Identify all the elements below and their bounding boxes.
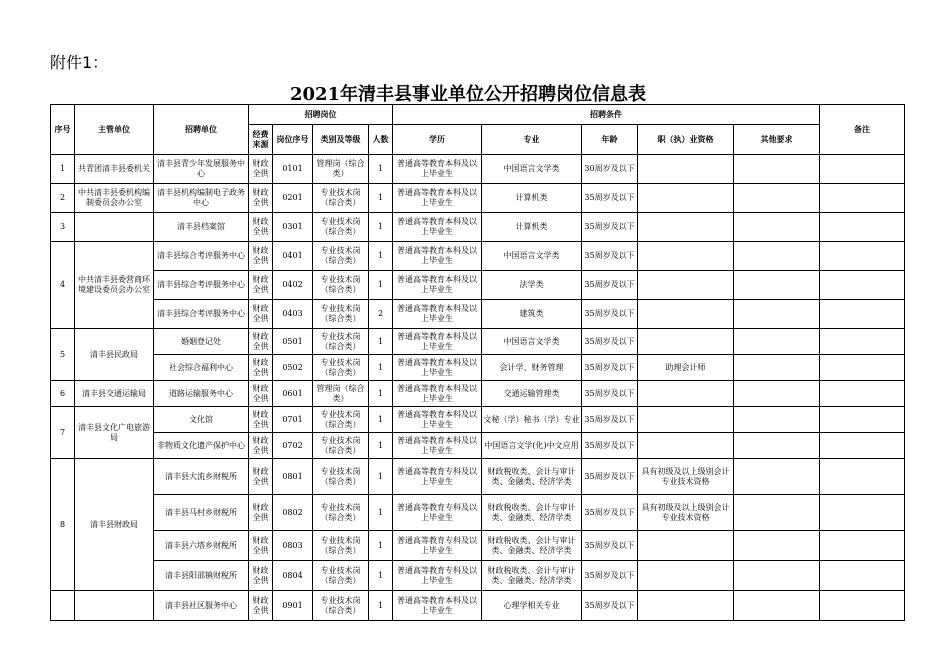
cell-count: 1 bbox=[369, 271, 393, 300]
cell-fund: 财政全供 bbox=[249, 561, 273, 591]
cell-note bbox=[820, 591, 905, 621]
cell-other bbox=[734, 381, 820, 407]
cell-unit: 非物质文化遗产保护中心 bbox=[154, 433, 249, 459]
cell-edu: 普通高等教育本科及以上毕业生 bbox=[393, 407, 482, 433]
cell-note bbox=[820, 381, 905, 407]
table-row bbox=[51, 355, 905, 381]
cell-dept: 中共清丰县委营商环境建设委员会办公室 bbox=[75, 242, 154, 329]
cell-seq bbox=[51, 591, 75, 621]
cell-cert bbox=[638, 407, 734, 433]
cell-post-no: 0101 bbox=[273, 155, 313, 184]
header-group-conditions: 招聘条件 bbox=[393, 105, 820, 125]
cell-age: 35周岁及以下 bbox=[582, 329, 638, 355]
cell-note bbox=[820, 531, 905, 561]
cell-seq: 6 bbox=[51, 381, 75, 407]
cell-age: 35周岁及以下 bbox=[582, 407, 638, 433]
cell-category: 管理岗（综合类） bbox=[313, 155, 369, 184]
cell-major: 建筑类 bbox=[482, 300, 582, 329]
header-category: 类别及等级 bbox=[313, 125, 369, 155]
cell-seq: 1 bbox=[51, 155, 75, 184]
cell-count: 1 bbox=[369, 381, 393, 407]
cell-unit: 清丰县阳邵镇财税所 bbox=[154, 561, 249, 591]
cell-count: 1 bbox=[369, 591, 393, 621]
cell-cert bbox=[638, 155, 734, 184]
page-bottom-margin bbox=[0, 632, 936, 662]
cell-post-no: 0401 bbox=[273, 242, 313, 271]
cell-fund: 财政全供 bbox=[249, 495, 273, 531]
table-row bbox=[51, 155, 905, 184]
cell-category: 专业技术岗（综合类） bbox=[313, 300, 369, 329]
cell-edu: 普通高等教育本科及以上毕业生 bbox=[393, 242, 482, 271]
cell-note bbox=[820, 155, 905, 184]
cell-fund: 财政全供 bbox=[249, 459, 273, 495]
table-row bbox=[51, 433, 905, 459]
header-count: 人数 bbox=[369, 125, 393, 155]
cell-category: 专业技术岗（综合类） bbox=[313, 591, 369, 621]
header-cert: 职（执）业资格 bbox=[638, 125, 734, 155]
cell-other bbox=[734, 184, 820, 213]
cell-post-no: 0803 bbox=[273, 531, 313, 561]
cell-cert: 具有初级及以上级别会计专业技术资格 bbox=[638, 495, 734, 531]
cell-edu: 普通高等教育专科及以上毕业生 bbox=[393, 531, 482, 561]
cell-post-no: 0502 bbox=[273, 355, 313, 381]
cell-count: 1 bbox=[369, 495, 393, 531]
cell-fund: 财政全供 bbox=[249, 329, 273, 355]
cell-major: 财政税收类、会计与审计类、金融类、经济学类 bbox=[482, 561, 582, 591]
cell-age: 35周岁及以下 bbox=[582, 381, 638, 407]
header-dept: 主管单位 bbox=[75, 105, 154, 155]
cell-unit: 清丰县综合考评服务中心 bbox=[154, 242, 249, 271]
cell-post-no: 0403 bbox=[273, 300, 313, 329]
recruitment-table bbox=[50, 104, 905, 621]
cell-cert: 具有初级及以上级别会计专业技术资格 bbox=[638, 459, 734, 495]
table-row bbox=[51, 184, 905, 213]
cell-dept bbox=[75, 213, 154, 242]
cell-post-no: 0804 bbox=[273, 561, 313, 591]
cell-category: 专业技术岗（综合类） bbox=[313, 242, 369, 271]
page-title: 2021年清丰县事业单位公开招聘岗位信息表 bbox=[289, 84, 647, 105]
cell-edu: 普通高等教育本科及以上毕业生 bbox=[393, 213, 482, 242]
cell-age: 35周岁及以下 bbox=[582, 591, 638, 621]
cell-edu: 普通高等教育专科及以上毕业生 bbox=[393, 561, 482, 591]
cell-edu: 普通高等教育专科及以上毕业生 bbox=[393, 495, 482, 531]
cell-unit: 清丰县六塔乡财税所 bbox=[154, 531, 249, 561]
cell-count: 1 bbox=[369, 329, 393, 355]
cell-age: 35周岁及以下 bbox=[582, 355, 638, 381]
cell-age: 35周岁及以下 bbox=[582, 561, 638, 591]
cell-major: 文秘（学）秘书（学）专业 bbox=[482, 407, 582, 433]
cell-fund: 财政全供 bbox=[249, 184, 273, 213]
table-row bbox=[51, 381, 905, 407]
cell-other bbox=[734, 433, 820, 459]
cell-edu: 普通高等教育本科及以上毕业生 bbox=[393, 381, 482, 407]
cell-category: 专业技术岗（综合类） bbox=[313, 531, 369, 561]
table-row bbox=[51, 242, 905, 271]
cell-note bbox=[820, 271, 905, 300]
header-group-post: 招聘岗位 bbox=[249, 105, 393, 125]
cell-note bbox=[820, 300, 905, 329]
cell-unit: 清丰县综合考评服务中心 bbox=[154, 271, 249, 300]
cell-post-no: 0701 bbox=[273, 407, 313, 433]
cell-fund: 财政全供 bbox=[249, 407, 273, 433]
cell-dept: 清丰县财政局 bbox=[75, 459, 154, 591]
header-seq: 序号 bbox=[51, 105, 75, 155]
cell-major: 中国语言文学类 bbox=[482, 155, 582, 184]
cell-count: 1 bbox=[369, 155, 393, 184]
cell-note bbox=[820, 242, 905, 271]
cell-unit: 文化馆 bbox=[154, 407, 249, 433]
cell-cert bbox=[638, 300, 734, 329]
table-row bbox=[51, 213, 905, 242]
cell-count: 1 bbox=[369, 242, 393, 271]
cell-major: 中国语言文学类 bbox=[482, 242, 582, 271]
header-unit: 招聘单位 bbox=[154, 105, 249, 155]
cell-fund: 财政全供 bbox=[249, 271, 273, 300]
cell-cert bbox=[638, 242, 734, 271]
cell-note bbox=[820, 184, 905, 213]
cell-major: 交通运输管理类 bbox=[482, 381, 582, 407]
cell-count: 1 bbox=[369, 459, 393, 495]
cell-post-no: 0601 bbox=[273, 381, 313, 407]
cell-major: 会计学、财务管理 bbox=[482, 355, 582, 381]
cell-seq: 2 bbox=[51, 184, 75, 213]
header-fund: 经费来源 bbox=[249, 125, 273, 155]
cell-age: 35周岁及以下 bbox=[582, 433, 638, 459]
cell-cert bbox=[638, 184, 734, 213]
cell-post-no: 0801 bbox=[273, 459, 313, 495]
cell-age: 35周岁及以下 bbox=[582, 271, 638, 300]
attachment-label: 附件1： bbox=[50, 53, 109, 72]
cell-note bbox=[820, 495, 905, 531]
cell-edu: 普通高等教育本科及以上毕业生 bbox=[393, 329, 482, 355]
cell-count: 2 bbox=[369, 300, 393, 329]
cell-post-no: 0301 bbox=[273, 213, 313, 242]
cell-count: 1 bbox=[369, 184, 393, 213]
cell-age: 35周岁及以下 bbox=[582, 459, 638, 495]
cell-major: 财政税收类、会计与审计类、金融类、经济学类 bbox=[482, 495, 582, 531]
cell-fund: 财政全供 bbox=[249, 213, 273, 242]
cell-other bbox=[734, 591, 820, 621]
cell-other bbox=[734, 531, 820, 561]
cell-edu: 普通高等教育本科及以上毕业生 bbox=[393, 184, 482, 213]
cell-cert bbox=[638, 213, 734, 242]
cell-edu: 普通高等教育本科及以上毕业生 bbox=[393, 433, 482, 459]
cell-dept: 清丰县交通运输局 bbox=[75, 381, 154, 407]
cell-unit: 社会综合福利中心 bbox=[154, 355, 249, 381]
cell-seq: 4 bbox=[51, 242, 75, 329]
cell-other bbox=[734, 300, 820, 329]
cell-dept: 中共清丰县委机构编制委员会办公室 bbox=[75, 184, 154, 213]
cell-edu: 普通高等教育本科及以上毕业生 bbox=[393, 591, 482, 621]
cell-fund: 财政全供 bbox=[249, 381, 273, 407]
cell-cert bbox=[638, 591, 734, 621]
cell-age: 35周岁及以下 bbox=[582, 242, 638, 271]
cell-other bbox=[734, 155, 820, 184]
cell-fund: 财政全供 bbox=[249, 531, 273, 561]
cell-cert bbox=[638, 561, 734, 591]
cell-cert bbox=[638, 271, 734, 300]
cell-age: 35周岁及以下 bbox=[582, 495, 638, 531]
cell-other bbox=[734, 213, 820, 242]
cell-count: 1 bbox=[369, 407, 393, 433]
cell-cert bbox=[638, 433, 734, 459]
cell-post-no: 0802 bbox=[273, 495, 313, 531]
cell-fund: 财政全供 bbox=[249, 355, 273, 381]
cell-unit: 清丰县综合考评服务中心 bbox=[154, 300, 249, 329]
cell-post-no: 0702 bbox=[273, 433, 313, 459]
cell-fund: 财政全供 bbox=[249, 300, 273, 329]
table-row bbox=[51, 329, 905, 355]
cell-cert bbox=[638, 381, 734, 407]
cell-unit: 清丰县大流乡财税所 bbox=[154, 459, 249, 495]
cell-category: 专业技术岗（综合类） bbox=[313, 213, 369, 242]
cell-category: 专业技术岗（综合类） bbox=[313, 561, 369, 591]
cell-category: 专业技术岗（综合类） bbox=[313, 433, 369, 459]
cell-seq: 5 bbox=[51, 329, 75, 381]
cell-cert bbox=[638, 329, 734, 355]
cell-fund: 财政全供 bbox=[249, 155, 273, 184]
cell-unit: 清丰县机构编制电子政务中心 bbox=[154, 184, 249, 213]
table-row bbox=[51, 561, 905, 591]
cell-cert: 助理会计师 bbox=[638, 355, 734, 381]
cell-age: 35周岁及以下 bbox=[582, 184, 638, 213]
cell-major: 计算机类 bbox=[482, 213, 582, 242]
table-row bbox=[51, 495, 905, 531]
cell-fund: 财政全供 bbox=[249, 242, 273, 271]
cell-major: 计算机类 bbox=[482, 184, 582, 213]
cell-age: 35周岁及以下 bbox=[582, 213, 638, 242]
cell-other bbox=[734, 495, 820, 531]
cell-note bbox=[820, 355, 905, 381]
cell-other bbox=[734, 561, 820, 591]
cell-count: 1 bbox=[369, 355, 393, 381]
cell-seq: 3 bbox=[51, 213, 75, 242]
cell-major: 中国语言文学类 bbox=[482, 329, 582, 355]
cell-category: 管理岗（综合类） bbox=[313, 381, 369, 407]
table-row bbox=[51, 591, 905, 621]
header-post-no: 岗位序号 bbox=[273, 125, 313, 155]
cell-major: 法学类 bbox=[482, 271, 582, 300]
cell-age: 30周岁及以下 bbox=[582, 155, 638, 184]
cell-note bbox=[820, 433, 905, 459]
cell-note bbox=[820, 407, 905, 433]
cell-dept bbox=[75, 591, 154, 621]
cell-dept: 清丰县文化广电旅游局 bbox=[75, 407, 154, 459]
cell-dept: 清丰县民政局 bbox=[75, 329, 154, 381]
cell-other bbox=[734, 242, 820, 271]
cell-post-no: 0901 bbox=[273, 591, 313, 621]
cell-other bbox=[734, 355, 820, 381]
cell-post-no: 0402 bbox=[273, 271, 313, 300]
cell-major: 财政税收类、会计与审计类、金融类、经济学类 bbox=[482, 531, 582, 561]
cell-edu: 普通高等教育本科及以上毕业生 bbox=[393, 355, 482, 381]
header-other: 其他要求 bbox=[734, 125, 820, 155]
header-age: 年龄 bbox=[582, 125, 638, 155]
cell-category: 专业技术岗（综合类） bbox=[313, 355, 369, 381]
cell-age: 35周岁及以下 bbox=[582, 300, 638, 329]
cell-seq: 8 bbox=[51, 459, 75, 591]
header-note: 备注 bbox=[820, 105, 905, 155]
cell-category: 专业技术岗（综合类） bbox=[313, 495, 369, 531]
cell-edu: 普通高等教育本科及以上毕业生 bbox=[393, 300, 482, 329]
cell-fund: 财政全供 bbox=[249, 591, 273, 621]
table-row bbox=[51, 271, 905, 300]
cell-age: 35周岁及以下 bbox=[582, 531, 638, 561]
cell-other bbox=[734, 271, 820, 300]
header-edu: 学历 bbox=[393, 125, 482, 155]
cell-edu: 普通高等教育本科及以上毕业生 bbox=[393, 155, 482, 184]
cell-edu: 普通高等教育本科及以上毕业生 bbox=[393, 271, 482, 300]
cell-category: 专业技术岗（综合类） bbox=[313, 407, 369, 433]
cell-note bbox=[820, 561, 905, 591]
cell-category: 专业技术岗（综合类） bbox=[313, 271, 369, 300]
cell-count: 1 bbox=[369, 433, 393, 459]
cell-unit: 清丰县马村乡财税所 bbox=[154, 495, 249, 531]
cell-other bbox=[734, 407, 820, 433]
cell-other bbox=[734, 329, 820, 355]
cell-unit: 清丰县社区服务中心 bbox=[154, 591, 249, 621]
cell-unit: 清丰县青少年发展服务中心 bbox=[154, 155, 249, 184]
cell-other bbox=[734, 459, 820, 495]
table-row bbox=[51, 459, 905, 495]
cell-fund: 财政全供 bbox=[249, 433, 273, 459]
cell-count: 1 bbox=[369, 213, 393, 242]
cell-category: 专业技术岗（综合类） bbox=[313, 459, 369, 495]
cell-post-no: 0501 bbox=[273, 329, 313, 355]
cell-unit: 婚姻登记处 bbox=[154, 329, 249, 355]
table-row bbox=[51, 407, 905, 433]
table-row bbox=[51, 531, 905, 561]
cell-major: 心理学相关专业 bbox=[482, 591, 582, 621]
cell-category: 专业技术岗（综合类） bbox=[313, 329, 369, 355]
cell-note bbox=[820, 459, 905, 495]
cell-seq: 7 bbox=[51, 407, 75, 459]
cell-post-no: 0201 bbox=[273, 184, 313, 213]
cell-note bbox=[820, 329, 905, 355]
header-major: 专业 bbox=[482, 125, 582, 155]
cell-major: 财政税收类、会计与审计类、金融类、经济学类 bbox=[482, 459, 582, 495]
cell-dept: 共青团清丰县委机关 bbox=[75, 155, 154, 184]
cell-note bbox=[820, 213, 905, 242]
cell-category: 专业技术岗（综合类） bbox=[313, 184, 369, 213]
cell-cert bbox=[638, 531, 734, 561]
cell-edu: 普通高等教育专科及以上毕业生 bbox=[393, 459, 482, 495]
cell-count: 1 bbox=[369, 561, 393, 591]
cell-unit: 清丰县档案馆 bbox=[154, 213, 249, 242]
cell-major: 中国语言文学(化)中文应用 bbox=[482, 433, 582, 459]
cell-count: 1 bbox=[369, 531, 393, 561]
table-row bbox=[51, 300, 905, 329]
cell-unit: 道路运输服务中心 bbox=[154, 381, 249, 407]
